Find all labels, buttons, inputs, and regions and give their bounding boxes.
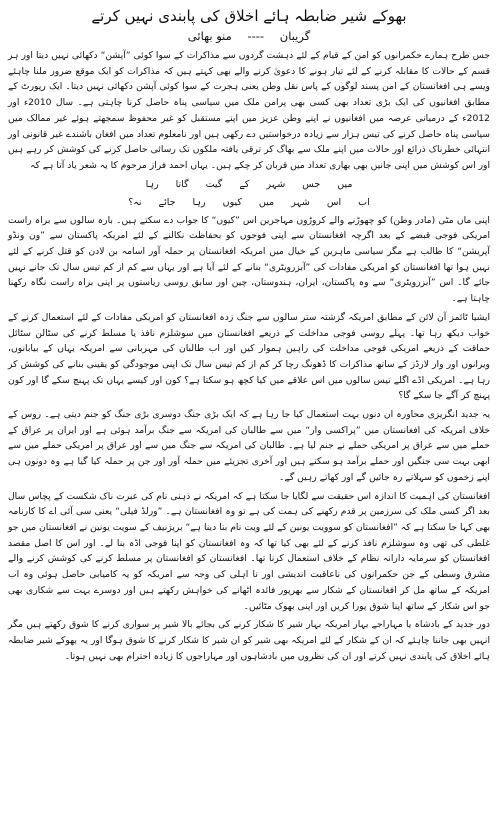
paragraph-1: جس طرح ہمارے حکمرانوں کو امن کے قیام کے لئے دہشت گردوں سے مذاکرات کے سوا کوئی ”آپشن“ دکھائی نہیں دیتا اور ہر قسم کے حالات کا مقابلہ کرنے کے لئے تیار ہونے کا دعویٰ کرنے والے بھی کہتے ہیں کہ مذاکرات کو ایک موقع ضرور ملنا چاہئے ویسے ہی افغانستان کے امن پسند لوگوں کے پاس نقل وطن یعنی ہجرت کے سوا کوئی آپشن دکھائی نہیں دیتا۔ ایک رپورٹ کے مطابق افغانیوں کی ایک بڑی تعداد بھی کسی بھی پرامن ملک میں سیاسی پناہ حاصل کرنا چاہتی ہے۔ سال 2010ء اور 2012ء کے درمیانی عرصہ میں افغانیوں نے اپنے وطن عزیز میں اپنے مستقبل کو غیر محفوظ سمجھتے ہوئے غیر ممالک میں سیاسی پناہ حاصل کرنے کی تیس ہزار سے زیادہ درخواستیں دے رکھی ہیں اور نامعلوم تعداد میں افغان باشندے غیر قانونی اور انتہائی خطرناک ذرائع اور حالات میں اپنے ملک سے بھاگ کر ترقی یافتہ ملکوں تک رسائی حاصل کرنے کی کوشش کر رہے ہیں اور اس کوشش میں اپنی جانیں بھی بھاری تعداد میں قربان کر چکے ہیں۔ یہاں احمد فراز مرحوم کا یہ شعر یاد آتا ہے کہ bbox=[8, 50, 490, 171]
paragraph-5: افغانستان کی اہمیت کا اندازہ اس حقیقت سے لگایا جا سکتا ہے کہ امریکہ نے ذہنی نام کی عبرت ناک شکست کے پچاس سال بعد اگر کسی ملک کی سرزمین پر قدم رکھنے کی ہمت کی ہے تو وہ افغانستان ہے۔ ”ورلڈ فیلی“ یعنی سی آئی اے کا کارنامہ بھی کہا جا سکتا ہے کہ ”افغانستان کو سوویت یونین کے لئے ویت نام بنا دینا ہے“ بریژنیف کے سویت یونین نے افغانستان میں جو غلطی کی تھی وہ سوشلزم نافذ کرنے کے لئے بھی کیا تھا کہ وہ افغانستان کو اپنا فوجی اڈہ بنا لے۔ اور اس کا اصل مقصد افغانستان کو سرمایہ دارانہ نظام کے خلاف استعمال کرنا تھا۔ افغانستان کو افغانستان پر مسلط کرنے کی کوشش کرنے والے مشرق وسطی کے جن حکمرانوں کی ناعاقبت اندیشی اور نا اہلی کی وجہ سے امریکہ کو یہ کامیابی حاصل ہوئی وہ اب امریکہ کے ساتھ مل کر افغانستان کے شکار سے بھرپور فائدہ اٹھانے کی خواہش رکھتے ہیں اور دوسرے بہت سے شکاری بھی جو اس شکار کے ساتھ اپنا شوق پورا کریں اور اپنی بھوک مٹائیں۔ bbox=[8, 490, 490, 612]
column-name: گریبان bbox=[279, 29, 311, 43]
paragraph-3: ایشیا ٹائمز آن لائن کے مطابق امریکہ گزشتہ ستر سالوں سے جنگ زدہ افغانستان کو امریکی مفادات کے لئے استعمال کرنے کے خواب دیکھ رہا تھا۔ پہلے روسی فوجی مداخلت کے ذریعے افغانستان میں سوشلزم نافذ یا مسلط کرنے کی سٹالن سٹائل حماقت کے ذریعے امریکی فوجی مداخلت کی راہیں ہموار کیں اور اب طالبان کی مہربانی سے امریکہ یہاں کے بیابانوں، ویرانوں اور وار لارڈز کے ساتھ مذاکرات کا ڈھونگ رچا کر کم از کم تیس سال تک اپنی موجودگی کو یقینی بنانے کی کوشش کر رہا ہے۔ امریکی اڈے اگلے تیس سالوں میں اس علاقے میں کیا کچھ ہو سکتا ہے؟ کون اور کیسے یہاں تک پہنچ سکے گا اور کون پہنچ کر آگے جا سکے گا؟ bbox=[8, 311, 490, 402]
byline-separator: ---- bbox=[247, 29, 265, 43]
paragraph-6: دور جدید کے بادشاہ یا مہاراجے بہار امریکہ بہار شیر کا شکار کرنے کی بجائے بالا شیر پر سواری کرنے کا شوق رکھتے ہیں مگر انہیں بھی جاننا چاہئے کہ ان کے شکار کے لئے امریکہ بھی شیر کو ان شیر کا شکار کرنے کا شوق ہوگا اور یہ بھوکے شیر ضابطہ ہائے اخلاق کی پابندی نہیں کرتے اور ان کی نظروں میں بادشاہوں اور مہاراجوں کا زیادہ احترام بھی نہیں ہوتا۔ bbox=[8, 619, 490, 662]
article-headline: بھوکے شیر ضابطہ ہائے اخلاق کی پابندی نہیں کرتے bbox=[91, 7, 407, 25]
verse-line-2: اب اس شہر میں کیوں رہا جائے نہ؟ bbox=[128, 196, 370, 208]
paragraph-2: اپنی ماں مٹی (مادر وطن) کو چھوڑنے والے کروڑوں مہاجرین اس ”کیوں“ کا جواب دے سکتے ہیں۔ بارہ سالوں سے براہ راست امریکی فوجی قبضے کے بعد اگرچہ افغانستان سے اپنی فوجوں کو بحفاظت نکالنے کے لئے امریکہ پاکستان سے ”ون ونڈو آپریشن“ کا طالب ہے مگر سیاسی ماہرین کے خیال میں امریکہ افغانستان پر حملہ آور اسامہ بن لادن کو قتل کرنے کے لئے نہیں ہوا تھا افغانستان کو امریکی مفادات کی ”آبزرویٹری“ بنانے کے لئے آیا ہے اور یہاں سے کم از کم تیس سال تک جانے نہیں جائے گا۔ اس ”آبزرویٹری“ سے وہ پاکستان، ایران، ہندوستان، چین اور سابق روسی ریاستوں پر اپنی براہ راست نگاہ رکھنا چاہتا ہے۔ bbox=[8, 214, 490, 305]
author-name: منو بھائی bbox=[187, 29, 232, 43]
paragraph-4: یہ جدید انگریزی محاورہ ان دنوں بہت استعمال کیا جا رہا ہے کہ ایک بڑی جنگ دوسری بڑی جنگ کو جنم دیتی ہے۔ روس کے خلاف امریکہ کی افغانستان میں ”پراکسی وار“ میں سے طالبان کی امریکہ سے جنگ برآمد ہوئی ہے اور ایران پر عراق کے حملے میں سے عراق پر امریکی حملے نے جنم لیا ہے۔ طالبان کی امریکہ سے جنگ میں سے اور عراق پر امریکی حملے میں سے ابھی بہت سی جنگیں اور حملے برآمد ہو سکتے ہیں اور آخری تجزیئے میں حملہ آور اور جن پر حملہ کیا گیا ہے وہ دونوں ہی اپنے زخموں کو سہلاتے رہ جائیں گے اور کھاتے رہیں گے۔ bbox=[8, 409, 490, 483]
verse-line-1: میں جس شہر کے گیت گاتا رہا bbox=[145, 178, 353, 190]
article-body bbox=[8, 48, 490, 664]
byline bbox=[8, 28, 490, 44]
